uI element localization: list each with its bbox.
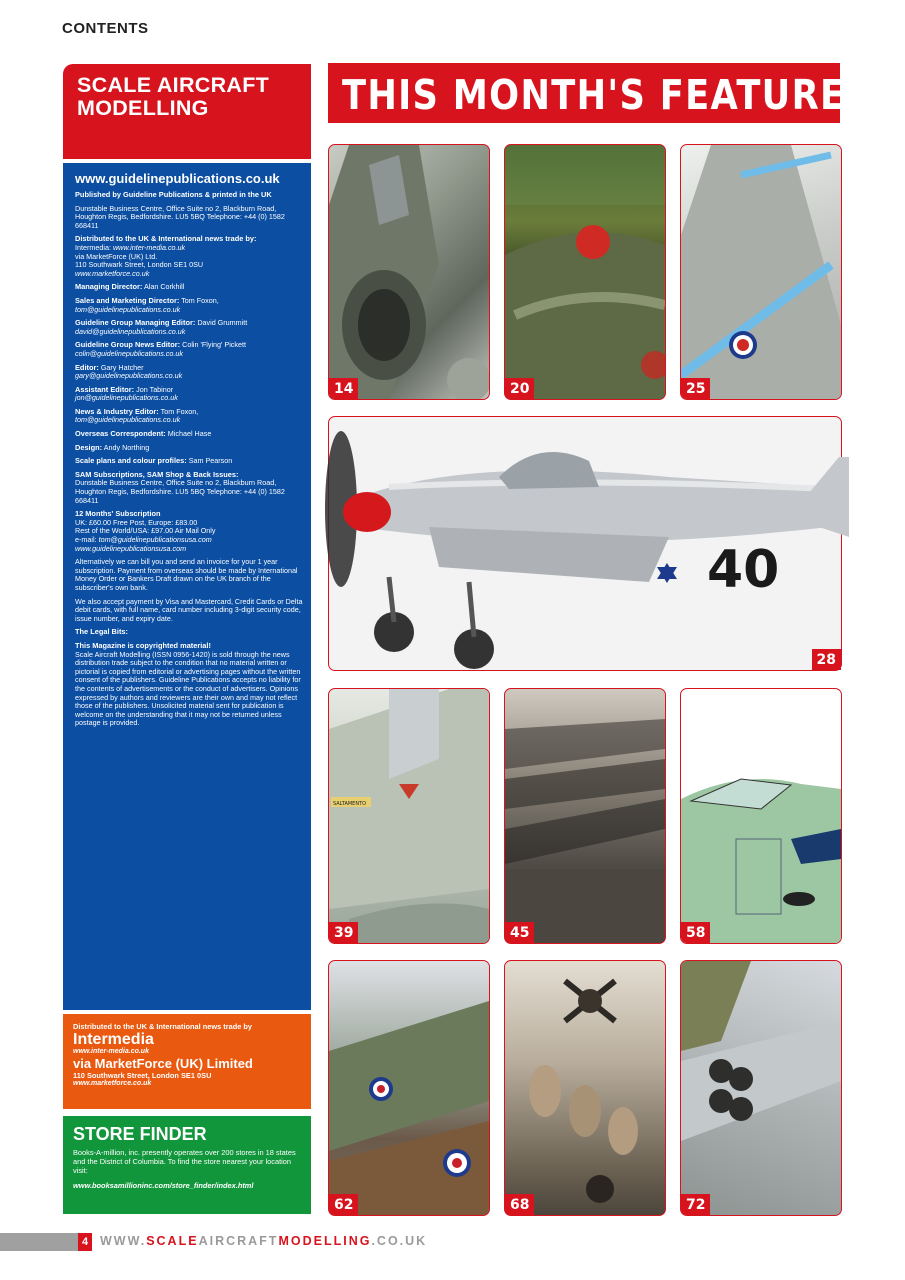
page-number-badge: 68 (505, 1194, 534, 1215)
store-finder-title: STORE FINDER (73, 1124, 207, 1144)
feature-tile-68[interactable] (504, 960, 666, 1216)
subscription-prices: 12 Months' Subscription UK: £60.00 Free Post, Europe: £83.00 Rest of the World/USA: £97.00 Air Mail Only e-mail: tom@guidelinepublicationsusa.com www.guidelinepublicationsusa.com (75, 509, 216, 553)
section-label: CONTENTS (62, 20, 149, 37)
page-number-badge: 14 (329, 378, 358, 399)
features-title: THIS MONTH'S FEATURES (342, 71, 873, 119)
distributor-url[interactable]: www.inter-media.co.uk (73, 1048, 149, 1055)
feature-image-undercarriage (681, 961, 841, 1215)
feature-image-fighter-nose (329, 689, 489, 943)
feature-image-profile-drawing (681, 689, 841, 943)
aircraft-number-decal: 40 (707, 540, 780, 600)
features-header (328, 63, 873, 123)
magazine-title-box (63, 64, 311, 159)
subscriptions-info: SAM Subscriptions, SAM Shop & Back Issues: Dunstable Business Centre, Office Suite no 2, Blackburn Road, Houghton Regis, Bedfordshire. LU5 5BQ Telephone: +44 (0) 1582 668411 (75, 469, 285, 505)
footer-bar (0, 1233, 78, 1251)
feature-tile-39[interactable] (328, 688, 490, 944)
page-number-badge: 25 (681, 378, 710, 399)
page-number-badge: 62 (329, 1194, 358, 1215)
store-finder-box (63, 1116, 311, 1214)
staff-entry: Scale plans and colour profiles: Sam Pearson (75, 456, 233, 466)
page-number-badge: 58 (681, 922, 710, 943)
page-number: 4 (78, 1233, 92, 1251)
feature-image-zero (505, 145, 665, 399)
publisher-address: Dunstable Business Centre, Office Suite no 2, Blackburn Road, Houghton Regis, Bedfordshire. LU5 5BQ Telephone: +44 (0) 1582 668411 (75, 203, 285, 230)
feature-image-ground-crew-photo (505, 961, 665, 1215)
page-number-badge: 39 (329, 922, 358, 943)
distribution-label: Distributed to the UK & International news trade by (73, 1022, 253, 1031)
feature-tile-58[interactable] (680, 688, 842, 944)
feature-tile-20[interactable] (504, 144, 666, 400)
staff-entry: Guideline Group News Editor: Colin 'Flying' Pickett colin@guidelinepublications.co.uk (75, 340, 246, 358)
feature-tile-72[interactable] (680, 960, 842, 1216)
feature-tile-45[interactable] (504, 688, 666, 944)
staff-entry: Editor: Gary Hatcher gary@guidelinepublications.co.uk (75, 362, 183, 381)
staff-entry: Guideline Group Managing Editor: David Grummitt david@guidelinepublications.co.uk (75, 318, 248, 336)
feature-tile-28[interactable] (328, 416, 842, 671)
feature-image-mirage (681, 145, 841, 399)
staff-entry: Design: Andy Northing (75, 442, 150, 452)
footer-website[interactable]: WWW.SCALEAIRCRAFTMODELLING.CO.UK (100, 1234, 428, 1248)
magazine-title: SCALE AIRCRAFT MODELLING (77, 73, 270, 120)
distribution-info: Distributed to the UK & International news trade by: Intermedia: www.inter-media.co.uk via MarketForce (UK) Ltd. 110 Southwark Street, London SE1 0SU www.marketforce.co.uk (75, 234, 257, 278)
feature-tile-62[interactable] (328, 960, 490, 1216)
page-number-badge: 28 (812, 649, 841, 670)
feature-tile-25[interactable] (680, 144, 842, 400)
staff-entry: Managing Director: Alan Corkhill (75, 282, 185, 292)
feature-tile-14[interactable] (328, 144, 490, 400)
distributor-url-2[interactable]: www.marketforce.co.uk (73, 1080, 152, 1087)
distributor-via: via MarketForce (UK) Limited (73, 1056, 253, 1071)
staff-entry: News & Industry Editor: Tom Foxon, tom@guidelinepublications.co.uk (75, 406, 199, 425)
published-by: Published by Guideline Publications & printed in the UK (75, 190, 272, 199)
page-number-badge: 20 (505, 378, 534, 399)
page-number-badge: 45 (505, 922, 534, 943)
staff-entry: Overseas Correspondent: Michael Hase (75, 429, 212, 439)
staff-entry: Assistant Editor: Jon Tabinor jon@guidelinepublications.co.uk (75, 384, 178, 403)
distributor-address: 110 Southwark Street, London SE1 0SU (73, 1071, 212, 1080)
publisher-website[interactable]: www.guidelinepublications.co.uk (75, 171, 280, 186)
feature-image-mustang (269, 417, 849, 670)
store-finder-text: Books-A-million, inc. presently operates over 200 stores in 18 states and the District of Columbia. To find the store nearest your location visit: (73, 1148, 296, 1175)
nose-stencil-text: SALTAMENTO (333, 801, 367, 807)
feature-image-jet (329, 145, 489, 399)
staff-entry: Sales and Marketing Director: Tom Foxon, tom@guidelinepublications.co.uk (75, 295, 219, 314)
invoice-text: Alternatively we can bill you and send an invoice for your 1 year subscription. Payment from overseas should be made by International Money Order or Bankers Draft drawn on the UK branch of the subscriber's own bank. (75, 557, 298, 592)
legal-label: The Legal Bits: (75, 627, 128, 637)
feature-image-dewoitine (329, 961, 489, 1215)
distribution-box (63, 1014, 311, 1109)
feature-image-airfield-photo (505, 689, 665, 943)
page-number-badge: 72 (681, 1194, 710, 1215)
legal-text: This Magazine is copyrighted material! Scale Aircraft Modelling (ISSN 0956-1420) is sold through the news distribution trade subject to the condition that no material written or pictorial is copied from editorial or advertising pages without the written consent of the publishers. Guideline Publications accepts no liability for the contents of advertisements or the conduct of advertisers. Opinions expressed by authors and reviewers are their own and may not reflect those of the publishers. Unsolicited material sent for publication is welcome on the understanding that it may not be returned unless postage is provided. (75, 640, 301, 728)
store-finder-link[interactable]: www.booksamillioninc.com/store_finder/index.html (73, 1181, 254, 1190)
distributor-name: Intermedia (73, 1031, 154, 1048)
payment-text: We also accept payment by Visa and Mastercard, Credit Cards or Delta debit cards, with full name, card number including 3-digit security code, issue number, and expiry date. (75, 596, 303, 623)
